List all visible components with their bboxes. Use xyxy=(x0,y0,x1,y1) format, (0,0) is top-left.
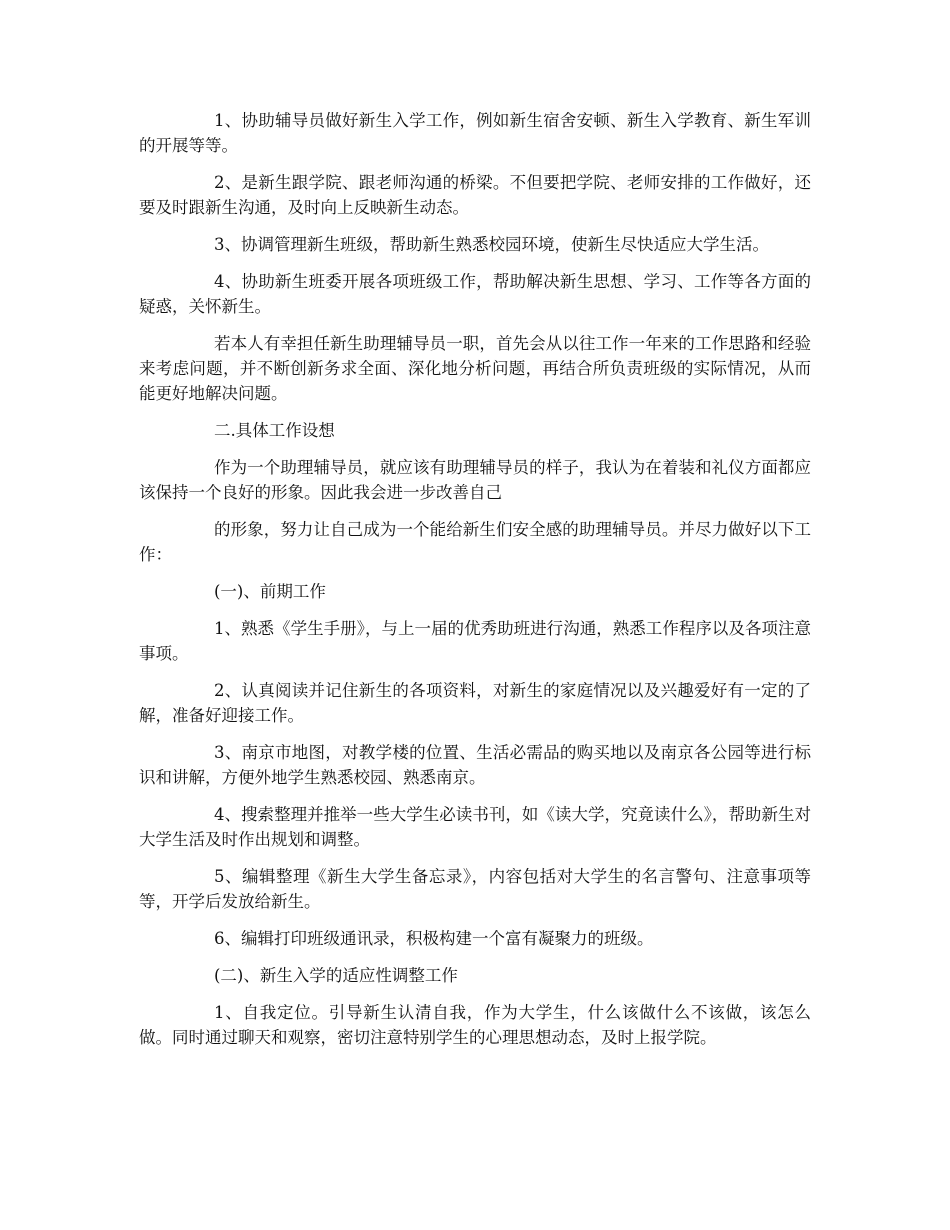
paragraph-prep-3: 3、南京市地图，对教学楼的位置、生活必需品的购买地以及南京各公园等进行标识和讲解，方便外地学生熟悉校园、熟悉南京。 xyxy=(139,743,811,787)
paragraph-prep-6: 6、编辑打印班级通讯录，积极构建一个富有凝聚力的班级。 xyxy=(214,929,654,948)
paragraph-image-continued: 的形象，努力让自己成为一个能给新生们安全感的助理辅导员。并尽力做好以下工作： xyxy=(139,520,811,564)
document-body xyxy=(139,108,811,1062)
paragraph-prep-4: 4、搜索整理并推举一些大学生必读书刊，如《读大学，究竟读什么》，帮助新生对大学生活及时作出规划和调整。 xyxy=(139,805,811,849)
subheading-adaptation-work: (二)、新生入学的适应性调整工作 xyxy=(214,966,458,985)
subheading-preliminary-work: (一)、前期工作 xyxy=(214,582,326,601)
section-heading-plan: 二.具体工作设想 xyxy=(214,421,335,440)
paragraph-image: 作为一个助理辅导员，就应该有助理辅导员的样子，我认为在着装和礼仪方面都应该保持一个良好的形象。因此我会进一步改善自己 xyxy=(139,458,811,502)
paragraph-prep-5: 5、编辑整理《新生大学生备忘录》，内容包括对大学生的名言警句、注意事项等等，开学后发放给新生。 xyxy=(139,867,811,911)
paragraph-approach: 若本人有幸担任新生助理辅导员一职，首先会从以往工作一年来的工作思路和经验来考虑问题，并不断创新务求全面、深化地分析问题，再结合所负责班级的实际情况，从而能更好地解决问题。 xyxy=(139,334,811,403)
paragraph-duty-3: 3、协调管理新生班级，帮助新生熟悉校园环境，使新生尽快适应大学生活。 xyxy=(214,235,769,254)
paragraph-duty-1: 1、协助辅导员做好新生入学工作，例如新生宿舍安顿、新生入学教育、新生军训的开展等等。 xyxy=(139,111,811,155)
paragraph-duty-4: 4、协助新生班委开展各项班级工作，帮助解决新生思想、学习、工作等各方面的疑惑，关怀新生。 xyxy=(139,272,811,316)
paragraph-duty-2: 2、是新生跟学院、跟老师沟通的桥梁。不但要把学院、老师安排的工作做好，还要及时跟新生沟通，及时向上反映新生动态。 xyxy=(139,173,811,217)
paragraph-prep-2: 2、认真阅读并记住新生的各项资料，对新生的家庭情况以及兴趣爱好有一定的了解，准备好迎接工作。 xyxy=(139,681,811,725)
paragraph-adapt-1: 1、自我定位。引导新生认清自我，作为大学生，什么该做什么不该做，该怎么做。同时通过聊天和观察，密切注意特别学生的心理思想动态，及时上报学院。 xyxy=(139,1003,811,1047)
paragraph-prep-1: 1、熟悉《学生手册》，与上一届的优秀助班进行沟通，熟悉工作程序以及各项注意事项。 xyxy=(139,619,811,663)
